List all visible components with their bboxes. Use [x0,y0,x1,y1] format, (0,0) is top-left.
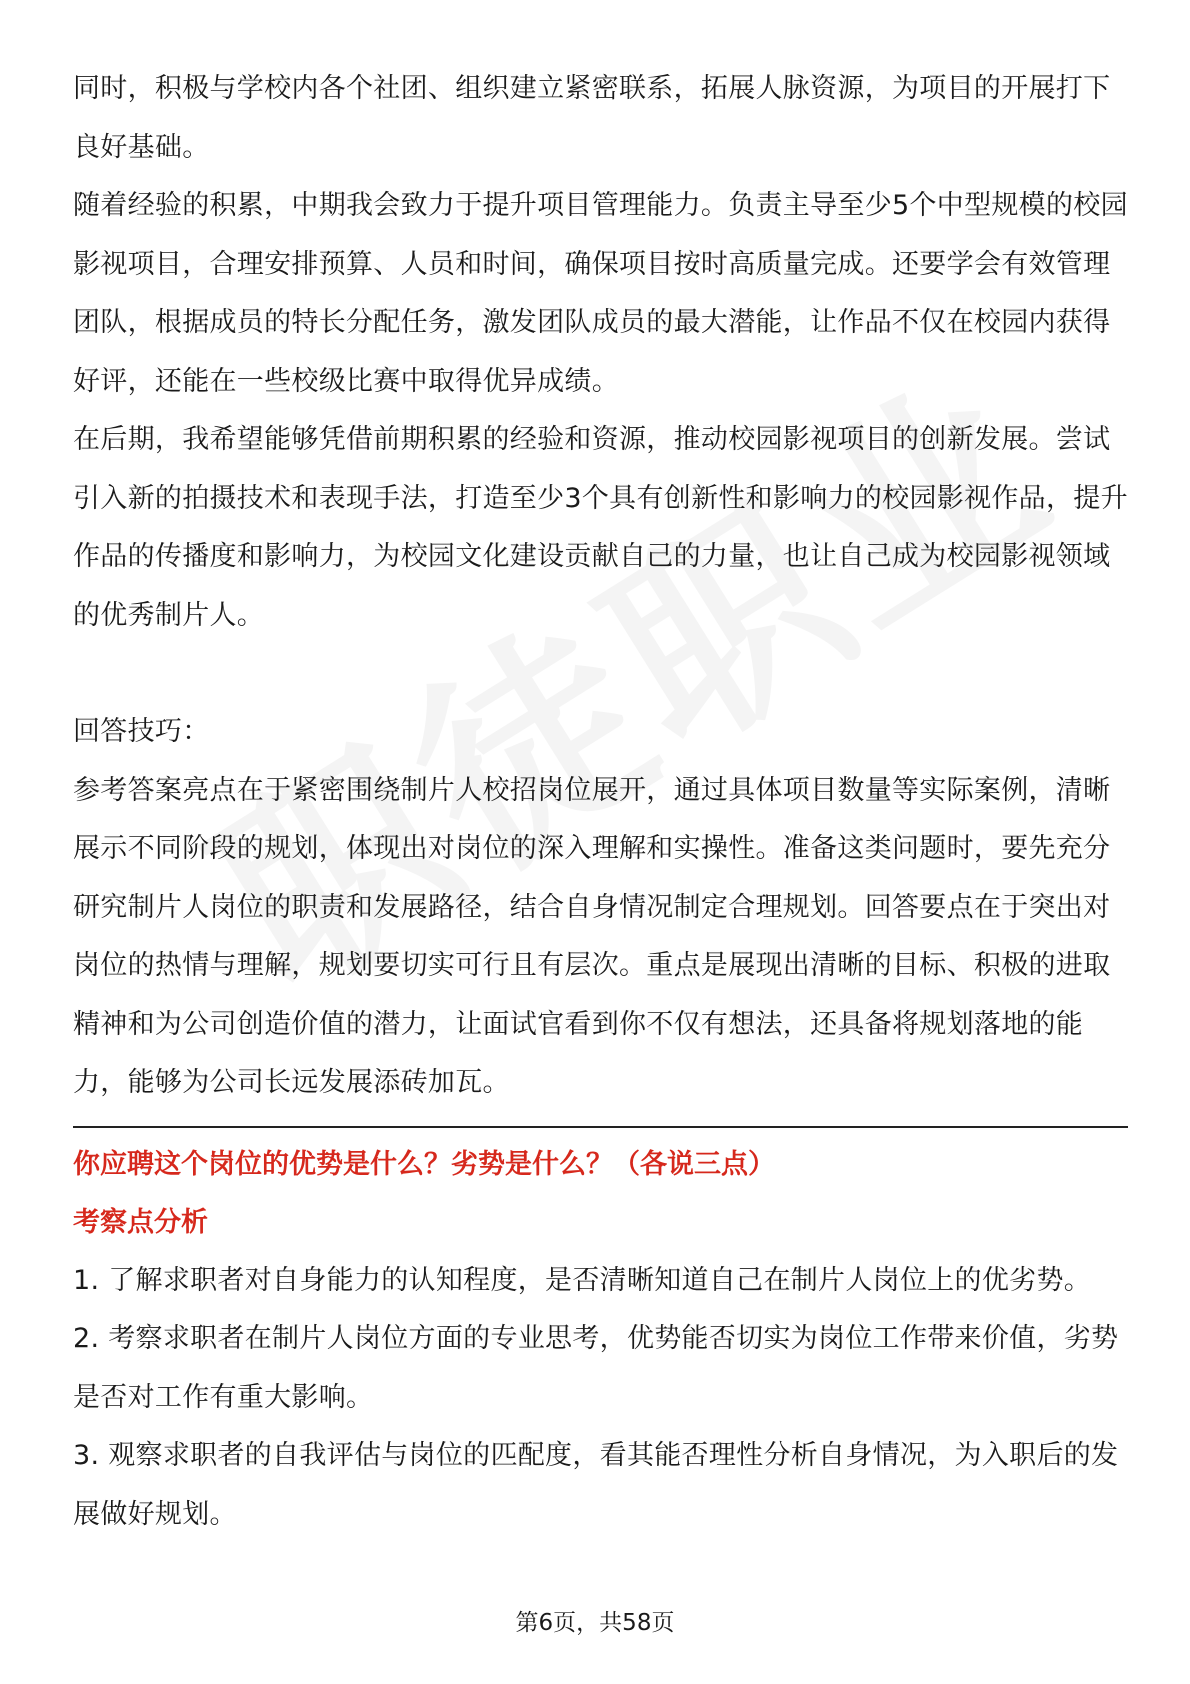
tips-body: 参考答案亮点在于紧密围绕制片人校招岗位展开，通过具体项目数量等实际案例，清晰展示不同阶段的规划，体现出对岗位的深入理解和实操性。准备这类问题时，要先充分研究制片人岗位的职责和发展路径，结合自身情况制定合理规划。回答要点在于突出对岗位的热情与理解，规划要切实可行且有层次。重点是展现出清晰的目标、积极的进取精神和为公司创造价值的潜力，让面试官看到你不仅有想法，还具备将规划落地的能力，能够为公司长远发展添砖加瓦。 [73,774,1111,1098]
analysis-point-1: 1. 了解求职者对自身能力的认知程度，是否清晰知道自己在制片人岗位上的优劣势。 [73,1264,1092,1296]
paragraph-mid-stage: 随着经验的积累，中期我会致力于提升项目管理能力。负责主导至少5个中型规模的校园影视项目，合理安排预算、人员和时间，确保项目按时高质量完成。还要学会有效管理团队，根据成员的特长分配任务，激发团队成员的最大潜能，让作品不仅在校园内获得好评，还能在一些校级比赛中取得优异成绩。 [73,190,1128,397]
tips-label: 回答技巧： [73,716,210,747]
section-divider [73,1126,1128,1128]
question-title: 你应聘这个岗位的优势是什么？劣势是什么？（各说三点） [73,1148,775,1180]
paragraph-late-stage: 在后期，我希望能够凭借前期积累的经验和资源，推动校园影视项目的创新发展。尝试引入新的拍摄技术和表现手法，打造至少3个具有创新性和影响力的校园影视作品，提升作品的传播度和影响力，为校园文化建设贡献自己的力量，也让自己成为校园影视领域的优秀制片人。 [73,424,1128,631]
document-page [73,60,1128,1544]
analysis-point-3: 3. 观察求职者的自我评估与岗位的匹配度，看其能否理性分析自身情况，为入职后的发展做好规划。 [73,1440,1119,1530]
analysis-point-2: 2. 考察求职者在制片人岗位方面的专业思考，优势能否切实为岗位工作带来价值，劣势是否对工作有重大影响。 [73,1323,1119,1413]
page-number: 第6页，共58页 [515,1610,675,1636]
spacer [73,645,1128,703]
analysis-label: 考察点分析 [73,1206,208,1238]
paragraph-early-stage: 同时，积极与学校内各个社团、组织建立紧密联系，拓展人脉资源，为项目的开展打下良好基础。 [73,73,1111,163]
